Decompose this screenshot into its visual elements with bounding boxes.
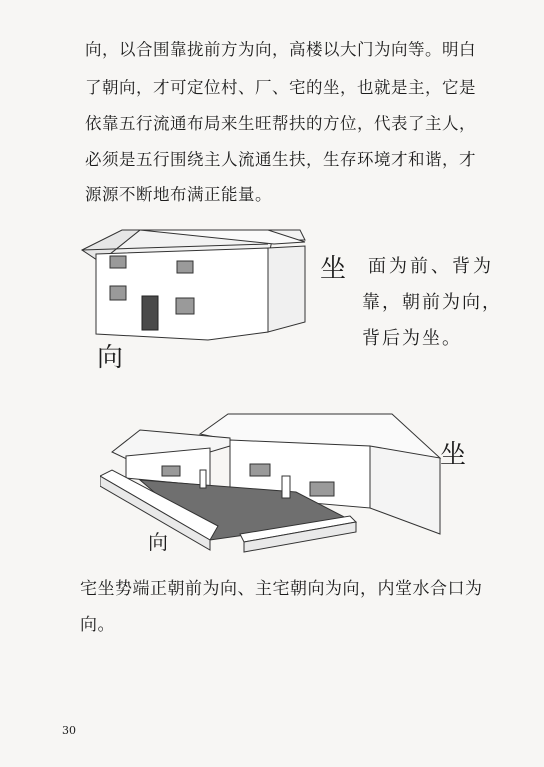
caption-line: 靠，朝前为向， [362, 292, 502, 313]
top-paragraph-line: 必须是五行围绕主人流通生扶，生存环境才和谐，才 [85, 150, 476, 169]
face-label: 向 [148, 530, 168, 554]
sit-label: 坐 [320, 254, 347, 284]
caption-line: 背后为坐。 [362, 328, 462, 349]
top-paragraph-line: 依靠五行流通布局来生旺帮扶的方位，代表了主人， [85, 114, 476, 133]
top-paragraph-line: 向，以合围靠拢前方为向，高楼以大门为向等。明白 [85, 40, 476, 59]
bottom-paragraph-line: 宅坐势端正朝前为向、主宅朝向为向，内堂水合口为 [80, 579, 483, 599]
bottom-paragraph-line: 向。 [80, 615, 115, 635]
face-label: 向 [97, 343, 124, 373]
top-paragraph-line: 了朝向，才可定位村、厂、宅的坐，也就是主，它是 [85, 78, 476, 97]
sit-label: 坐 [440, 440, 467, 470]
page-number: 30 [62, 724, 76, 737]
house-illustration [80, 222, 320, 352]
top-paragraph-line: 源源不断地布满正能量。 [85, 185, 272, 204]
caption-line: 面为前、背为 [368, 256, 494, 277]
